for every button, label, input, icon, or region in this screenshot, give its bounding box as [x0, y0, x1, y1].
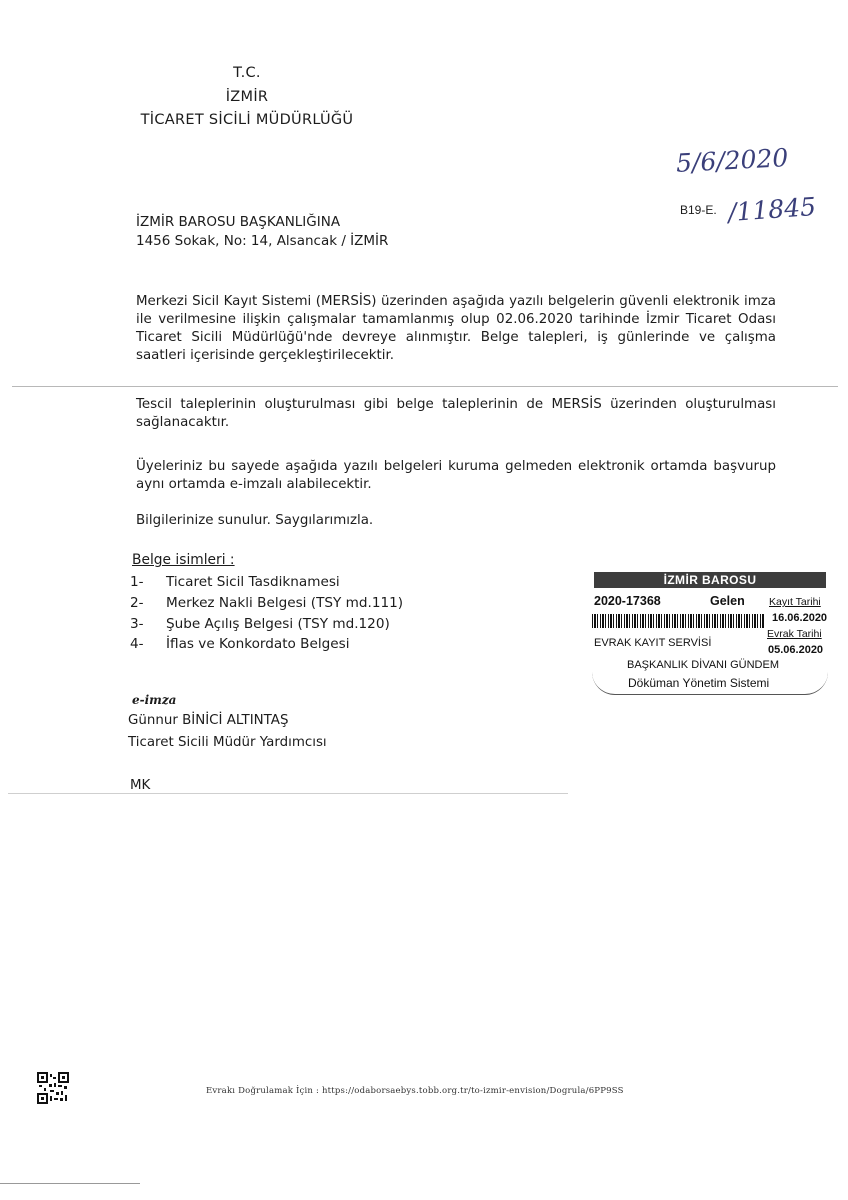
list-item [130, 595, 403, 611]
body-paragraph-1: Merkezi Sicil Kayıt Sistemi (MERSİS) üzerinden aşağıda yazılı belgelerin güvenli elektronik imza ile verilmesine ilişkin çalışmalar tamamlanmış olup 02.06.2020 tarihinde İzmir Ticaret Odası Ticaret Sicili Müdürlüğü'nde devreye alınmıştır. Belge talepleri, iş günlerinde ve çalışma saatleri içerisinde gerçekleştirilecektir. [136, 294, 776, 363]
stamp-curve [592, 672, 828, 695]
e-signature: e-imza [132, 693, 177, 707]
list-item [130, 616, 390, 632]
initials: MK [130, 778, 151, 793]
list-item-number: 4- [130, 636, 144, 652]
list-title: Belge isimleri : [132, 552, 235, 568]
body-paragraph-2: Tescil taleplerinin oluşturulması gibi belge taleplerinin de MERSİS üzerinden oluşturulması sağlanacaktır. [136, 397, 776, 430]
stamp-unit: BAŞKANLIK DİVANI GÜNDEM [627, 659, 779, 671]
verification-footer: Evrakı Doğrulamak İçin : https://odaborsaebys.tobb.org.tr/to-izmir-envision/Dogrula/6PP9SS [206, 1086, 624, 1096]
ref-prefix: B19-E. [680, 203, 717, 217]
stamp-evrak-label: Evrak Tarihi [767, 628, 822, 640]
handwritten-ref: /11845 [727, 191, 817, 228]
recipient-address: 1456 Sokak, No: 14, Alsancak / İZMİR [136, 233, 389, 249]
list-item-label: Şube Açılış Belgesi (TSY md.120) [166, 616, 390, 632]
scan-line [12, 386, 838, 387]
qr-code-icon [37, 1072, 69, 1104]
list-item [130, 574, 340, 590]
list-item [130, 636, 350, 652]
header-tc: T.C. [233, 65, 261, 81]
body-paragraph-3: Üyeleriniz bu sayede aşağıda yazılı belgeleri kuruma gelmeden elektronik ortamda başvurup aynı ortamda e-imzalı alabilecektir. [136, 459, 776, 492]
list-item-label: İflas ve Konkordato Belgesi [166, 636, 350, 652]
registry-stamp [590, 572, 830, 692]
stamp-number: 2020-17368 [594, 594, 661, 608]
recipient-name: İZMİR BAROSU BAŞKANLIĞINA [136, 214, 341, 230]
barcode [592, 614, 764, 628]
scan-line [0, 1183, 140, 1184]
list-item-number: 2- [130, 595, 144, 611]
stamp-org: İZMİR BAROSU [594, 572, 826, 588]
stamp-kayit-label: Kayıt Tarihi [769, 596, 821, 608]
stamp-kayit-date: 16.06.2020 [772, 612, 828, 624]
body-paragraph-4: Bilgilerinize sunulur. Saygılarımızla. [136, 513, 374, 528]
list-item-number: 3- [130, 616, 144, 632]
signer-title: Ticaret Sicili Müdür Yardımcısı [128, 735, 327, 750]
stamp-evrak-date: 05.06.2020 [768, 644, 824, 656]
scan-line [8, 793, 568, 794]
signer-name: Günnur BİNİCİ ALTINTAŞ [128, 713, 289, 728]
header-city: İZMİR [225, 89, 269, 105]
list-item-label: Ticaret Sicil Tasdiknamesi [166, 574, 340, 590]
stamp-direction: Gelen [710, 594, 745, 608]
handwritten-date: 5/6/2020 [675, 143, 789, 178]
stamp-service: EVRAK KAYIT SERVİSİ [594, 637, 712, 649]
list-item-label: Merkez Nakli Belgesi (TSY md.111) [166, 595, 404, 611]
list-item-number: 1- [130, 574, 144, 590]
stamp-system: Döküman Yönetim Sistemi [628, 676, 770, 690]
header-office: TİCARET SİCİLİ MÜDÜRLÜĞÜ [140, 112, 354, 128]
